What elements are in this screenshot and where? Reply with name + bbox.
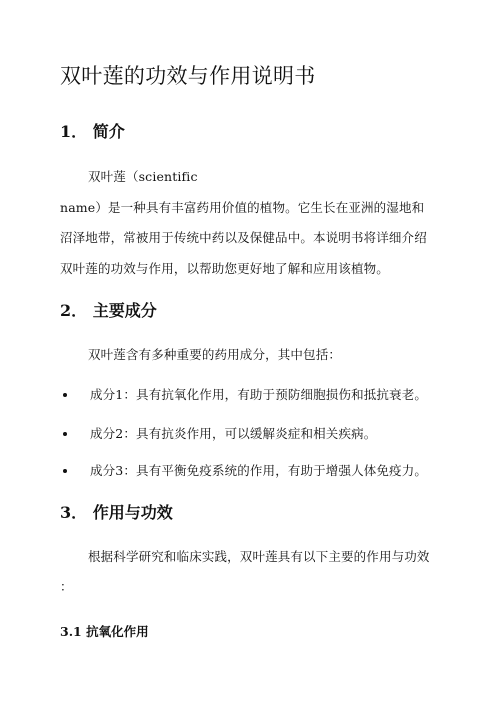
paragraph-line: 双叶莲含有多种重要的药用成分，其中包括： (88, 347, 342, 362)
bullet-icon (63, 393, 67, 397)
bullet-icon (63, 432, 67, 436)
list-item (60, 425, 480, 443)
paragraph-line: 双叶莲（scientific (88, 169, 198, 184)
list-item (60, 386, 480, 404)
document-title: 双叶莲的功效与作用说明书 (60, 64, 316, 88)
section-heading-intro: 1． 简介 (60, 122, 125, 141)
bullet-icon (63, 469, 67, 473)
list-item (60, 462, 480, 480)
section-heading-ingredients: 2． 主要成分 (60, 301, 157, 320)
paragraph-line: 根据科学研究和临床实践，双叶莲具有以下主要的作用与功效 (88, 549, 430, 564)
paragraph-line: ： (60, 579, 73, 594)
subsection-heading: 3.1 抗氧化作用 (60, 624, 149, 639)
list-item-text: 成分2：具有抗炎作用，可以缓解炎症和相关疾病。 (90, 426, 377, 441)
list-item-text: 成分1：具有抗氧化作用，有助于预防细胞损伤和抵抗衰老。 (90, 387, 428, 402)
paragraph-line: 双叶莲的功效与作用，以帮助您更好地了解和应用该植物。 (60, 261, 389, 276)
paragraph-line: 沼泽地带，常被用于传统中药以及保健品中。本说明书将详细介绍 (60, 230, 427, 245)
list-item-text: 成分3：具有平衡免疫系统的作用，有助于增强人体免疫力。 (90, 463, 428, 478)
section-heading-effects: 3． 作用与功效 (60, 503, 173, 522)
paragraph-line: name）是一种具有丰富药用价值的植物。它生长在亚洲的湿地和 (60, 200, 425, 215)
